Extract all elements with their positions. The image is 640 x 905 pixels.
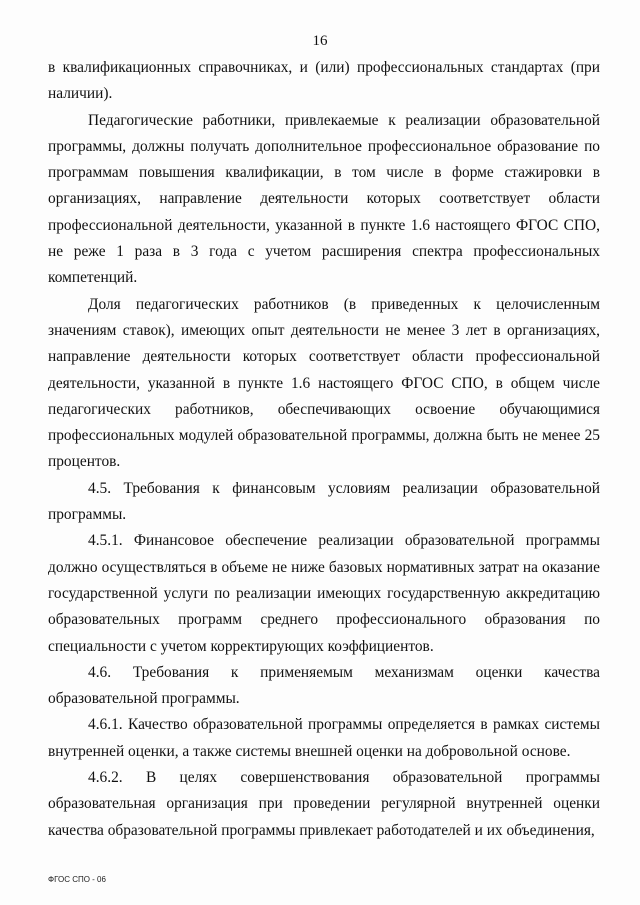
section-4-5-heading: 4.5. Требования к финансовым условиям реализации образовательной программы. xyxy=(48,479,600,524)
section-4-5-1: 4.5.1. Финансовое обеспечение реализации образовательной программы должно осуществляться в объеме не ниже базовых нормативных затрат на оказание государственной услуги по реализации имеющих государственную аккредитацию образовательных программ среднего профессионального образования по специальности с учетом корректирующих коэффициентов. xyxy=(48,532,600,655)
document-body xyxy=(48,55,600,844)
section-4-6-heading: 4.6. Требования к применяемым механизмам оценки качества образовательной программы. xyxy=(48,663,600,708)
paragraph-continuation: в квалификационных справочниках, и (или) профессиональных стандартах (при наличии). xyxy=(48,59,600,103)
section-4-6-1: 4.6.1. Качество образовательной программы определяется в рамках системы внутренней оценки, а также системы внешней оценки на добровольной основе. xyxy=(48,716,600,760)
footer-label: ФГОС СПО - 06 xyxy=(48,875,106,884)
page-number: 16 xyxy=(312,33,328,49)
paragraph-teacher-share: Доля педагогических работников (в приведенных к целочисленным значениям ставок), имеющих опыт деятельности не менее 3 лет в организациях, направление деятельности которых соответствует области профессиональной деятельности, указанной в пункте 1.6 настоящего ФГОС СПО, в общем числе педагогических работников, обеспечивающих освоение обучающимися профессиональных модулей образовательной программы, должна быть не менее 25 процентов. xyxy=(48,295,600,471)
paragraph-teacher-training: Педагогические работники, привлекаемые к реализации образовательной программы, должны получать дополнительное профессиональное образование по программам повышения квалификации, в том числе в форме стажировки в организациях, направление деятельности которых соответствует области профессиональной деятельности, указанной в пункте 1.6 настоящего ФГОС СПО, не реже 1 раза в 3 года с учетом расширения спектра профессиональных компетенций. xyxy=(48,111,600,287)
section-4-6-2: 4.6.2. В целях совершенствования образовательной программы образовательная организация при проведении регулярной внутренней оценки качества образовательной программы привлекает работодателей и их объединения, xyxy=(48,769,600,839)
